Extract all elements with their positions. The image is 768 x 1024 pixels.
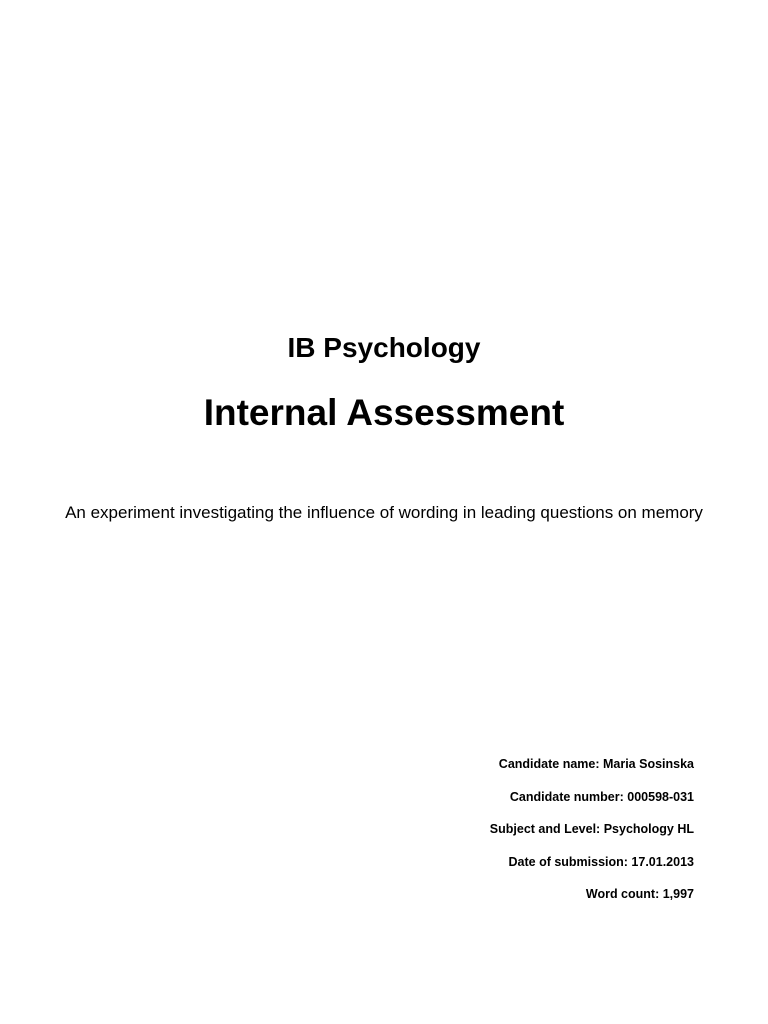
research-title: An experiment investigating the influence of wording in leading questions on memory (65, 503, 703, 522)
candidate-info-block (294, 752, 694, 915)
word-count: Word count: 1,997 (585, 887, 694, 901)
subject-and-level: Subject and Level: Psychology HL (489, 822, 694, 836)
date-of-submission: Date of submission: 17.01.2013 (508, 854, 694, 869)
candidate-name: Candidate name: Maria Sosinska (498, 757, 694, 771)
document-title: Internal Assessment (203, 392, 565, 433)
candidate-number: Candidate number: 000598-031 (509, 789, 694, 804)
subject-heading: IB Psychology (287, 332, 481, 363)
